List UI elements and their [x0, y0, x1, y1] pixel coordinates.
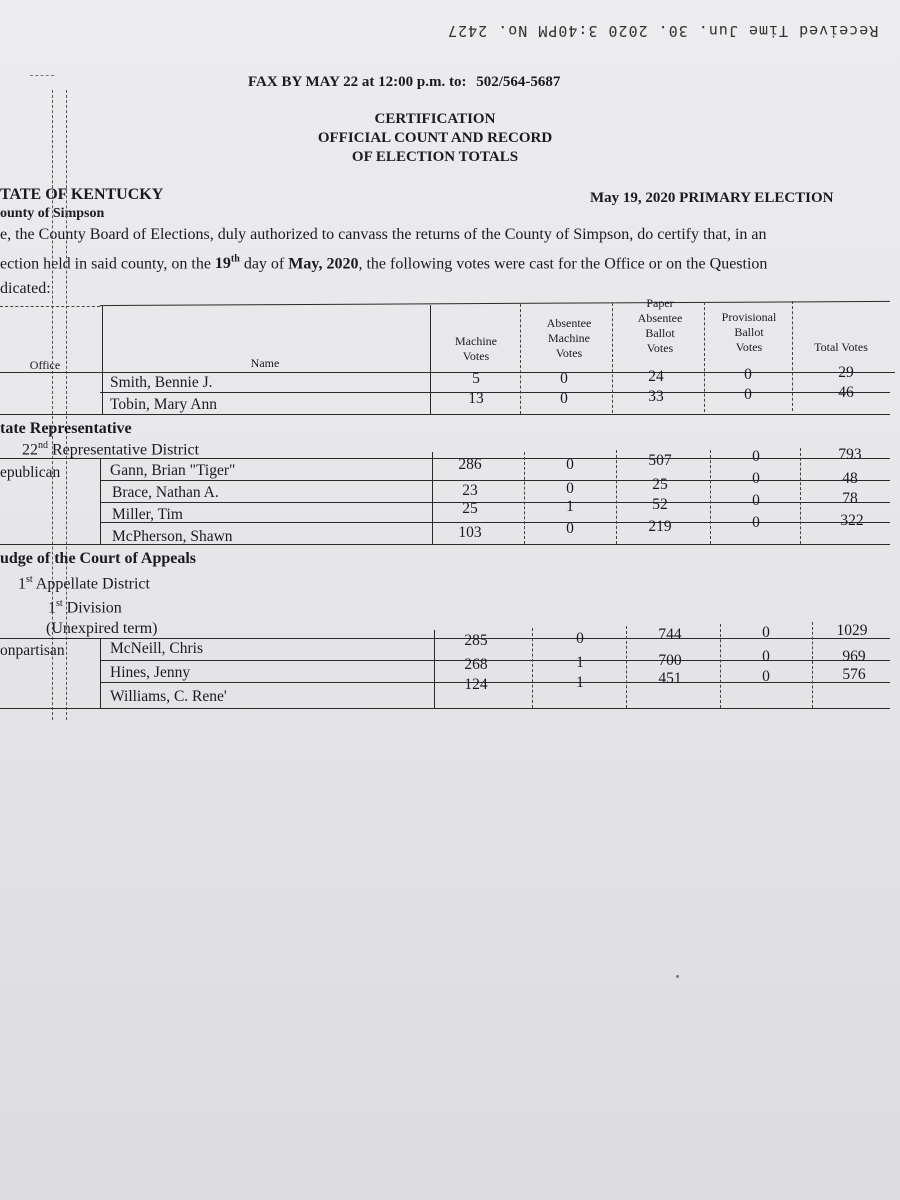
table-rule: [710, 450, 711, 544]
fax-number: 502/564-5687: [476, 74, 561, 90]
total-votes: 1029: [836, 622, 868, 639]
table-rule: [0, 306, 100, 307]
district-suffix: nd: [38, 440, 48, 451]
district-number: 1: [18, 575, 26, 593]
table-rule: [612, 303, 613, 413]
fax-received-stamp: Received Time Jun. 30. 2020 3:40PM No. 2427: [446, 22, 878, 40]
candidate-name: Miller, Tim: [112, 506, 183, 523]
total-votes: 969: [842, 648, 866, 665]
paper-absentee-votes: 700: [658, 652, 682, 669]
provisional-votes: 0: [752, 470, 760, 487]
total-votes: 793: [838, 446, 862, 463]
state-name: TATE OF KENTUCKY: [0, 186, 164, 203]
header-paper-absentee-votes: [616, 296, 704, 356]
machine-votes: 124: [464, 676, 488, 693]
table-rule: [626, 626, 627, 708]
candidate-name: McPherson, Shawn: [112, 528, 233, 545]
total-votes: 48: [842, 470, 858, 487]
paper-absentee-votes: 33: [648, 388, 664, 405]
provisional-votes: 0: [752, 448, 760, 465]
provisional-votes: 0: [762, 624, 770, 641]
division-text: Division: [62, 599, 122, 617]
candidate-name: Hines, Jenny: [110, 664, 191, 681]
district-label: [22, 440, 199, 459]
header-text: Votes: [735, 340, 763, 354]
cert-day-suffix: th: [230, 254, 240, 265]
header-machine-votes: [436, 334, 516, 364]
machine-votes: 25: [462, 500, 478, 517]
header-provisional-votes: [706, 310, 792, 355]
paper-absentee-votes: 25: [652, 476, 668, 493]
header-absentee-machine-votes: [526, 316, 612, 361]
header-text: Votes: [555, 346, 583, 360]
table-rule: [0, 708, 890, 709]
certification-line-1: e, the County Board of Elections, duly authorized to canvass the returns of the County of Simpson, do certify that, in an: [0, 226, 767, 243]
absentee-machine-votes: 1: [566, 498, 574, 515]
absentee-machine-votes: 0: [560, 370, 568, 387]
table-rule: [100, 301, 890, 306]
table-rule: [520, 304, 521, 414]
header-text: Provisional: [721, 310, 777, 324]
absentee-machine-votes: 1: [576, 674, 584, 691]
cert-text-part: , the following votes were cast for the Office or on the Question: [358, 255, 768, 273]
certification-line-2: [0, 247, 900, 276]
header-office: Office: [29, 358, 61, 372]
candidate-name: Williams, C. Rene': [110, 688, 227, 705]
district-suffix: st: [26, 574, 33, 585]
district-number: 22: [22, 441, 38, 459]
table-rule: [524, 452, 525, 544]
header-text: Ballot: [734, 325, 764, 339]
total-votes: 78: [842, 490, 858, 507]
total-votes: 576: [842, 666, 866, 683]
cert-day: [215, 255, 240, 272]
machine-votes: 285: [464, 632, 488, 649]
absentee-machine-votes: 0: [566, 480, 574, 497]
table-rule: [430, 305, 431, 415]
header-text: Paper: [646, 296, 674, 310]
paper-absentee-votes: 744: [658, 626, 682, 643]
paper-absentee-votes: 451: [658, 670, 682, 687]
machine-votes: 103: [458, 524, 482, 541]
margin-tick: [30, 75, 54, 76]
absentee-machine-votes: 1: [576, 654, 584, 671]
table-rule: [792, 301, 793, 411]
section-title-state-representative: tate Representative: [0, 420, 132, 437]
absentee-machine-votes: 0: [566, 456, 574, 473]
document-title: [290, 110, 580, 167]
table-rule: [616, 450, 617, 544]
header-text: Machine: [455, 334, 497, 348]
provisional-votes: 0: [762, 648, 770, 665]
machine-votes: 23: [462, 482, 478, 499]
provisional-votes: 0: [752, 514, 760, 531]
party-label: epublican: [0, 464, 61, 481]
table-rule: [100, 638, 101, 708]
candidate-name: Brace, Nathan A.: [112, 484, 219, 501]
certification-statement: [0, 222, 900, 301]
title-line-2: OFFICIAL COUNT AND RECORD: [317, 130, 553, 146]
fax-instruction: [248, 74, 560, 91]
cert-month: May, 2020: [288, 255, 359, 273]
election-name: May 19, 2020 PRIMARY ELECTION: [590, 190, 834, 206]
provisional-votes: 0: [744, 386, 752, 403]
absentee-machine-votes: 0: [566, 520, 574, 537]
table-rule: [800, 448, 801, 544]
header-total-votes: Total Votes: [814, 340, 868, 354]
table-rule: [532, 628, 533, 708]
absentee-machine-votes: 0: [560, 390, 568, 407]
machine-votes: 286: [458, 456, 482, 473]
title-line-3: OF ELECTION TOTALS: [351, 149, 519, 165]
paper-absentee-votes: 507: [648, 452, 672, 469]
section-title-court-of-appeals: udge of the Court of Appeals: [0, 550, 197, 567]
header-text: Votes: [462, 349, 490, 363]
table-rule: [720, 624, 721, 708]
paper-absentee-votes: 24: [648, 368, 664, 385]
table-rule: [100, 458, 101, 544]
header-text: Absentee: [637, 311, 683, 325]
machine-votes: 5: [472, 370, 480, 387]
paper-speck: [676, 975, 679, 978]
party-label: onpartisan: [0, 642, 65, 659]
provisional-votes: 0: [744, 366, 752, 383]
county-name: ounty of Simpson: [0, 206, 105, 221]
provisional-votes: 0: [762, 668, 770, 685]
certification-line-3: dicated:: [0, 280, 51, 298]
cert-day-number: 19: [214, 255, 231, 273]
division-label: [48, 598, 122, 617]
provisional-votes: 0: [752, 492, 760, 509]
appellate-district-label: [18, 574, 150, 593]
cert-text-part: day of: [239, 255, 289, 273]
candidate-name: McNeill, Chris: [110, 640, 203, 657]
division-suffix: st: [56, 598, 63, 609]
machine-votes: 13: [468, 390, 484, 407]
machine-votes: 268: [464, 656, 488, 673]
header-text: Machine: [548, 331, 590, 345]
header-name: Name: [250, 356, 280, 370]
fax-label: FAX BY MAY 22 at 12:00 p.m. to:: [248, 74, 467, 90]
header-text: Votes: [646, 341, 674, 355]
header-text: Absentee: [546, 316, 592, 330]
division-number: 1: [48, 599, 56, 617]
paper-absentee-votes: 52: [652, 496, 668, 513]
district-text: Appellate District: [32, 575, 150, 593]
total-votes: 29: [838, 364, 854, 381]
cert-text-part: ection held in said county, on the: [0, 255, 215, 273]
table-rule: [0, 414, 890, 415]
table-rule: [434, 630, 435, 708]
district-text: Representative District: [48, 441, 200, 459]
candidate-name: Gann, Brian "Tiger": [110, 462, 236, 479]
total-votes: 322: [840, 512, 864, 529]
candidate-name: Smith, Bennie J.: [110, 374, 213, 391]
table-rule: [102, 306, 103, 414]
paper-absentee-votes: 219: [648, 518, 672, 535]
term-label: (Unexpired term): [46, 620, 158, 637]
total-votes: 46: [838, 384, 854, 401]
title-line-1: CERTIFICATION: [374, 111, 496, 127]
table-rule: [812, 622, 813, 708]
candidate-name: Tobin, Mary Ann: [110, 396, 217, 413]
header-text: Ballot: [645, 326, 675, 340]
table-rule: [704, 302, 705, 412]
absentee-machine-votes: 0: [576, 630, 584, 647]
table-rule: [432, 452, 433, 544]
